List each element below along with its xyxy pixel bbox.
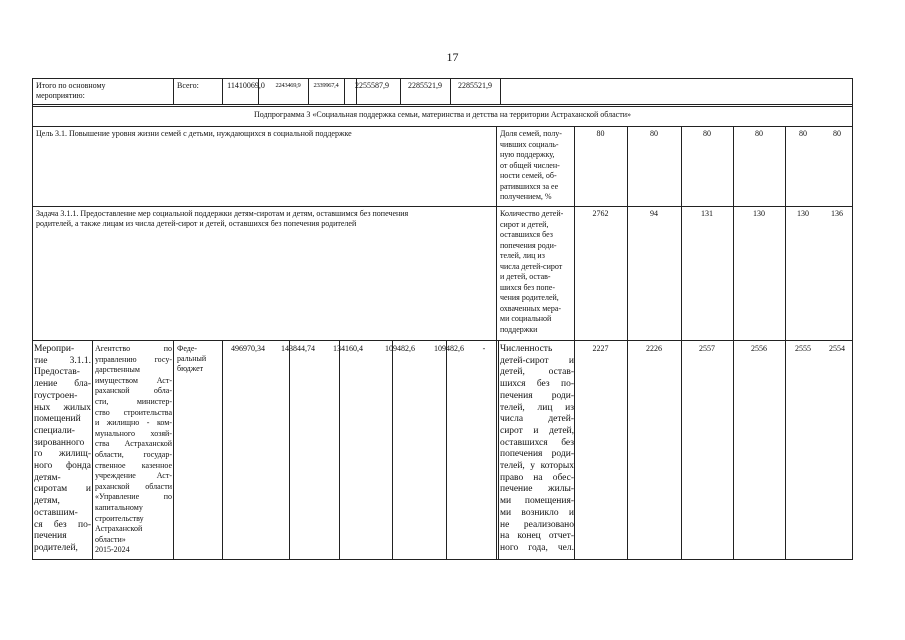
row-rule [32, 106, 853, 107]
goal-indicator: ратившихся за ее [500, 181, 559, 191]
task-text: Задача 3.1.1. Предоставление мер социальной поддержки детям-сиротам и детям, оставшимся без попечения [36, 209, 409, 218]
measure-indicator: сирот и детей, [500, 425, 574, 436]
task-indicator: телей, лиц из [500, 251, 545, 260]
indicator-column-rule [733, 126, 734, 559]
measure-executor: строительству [95, 513, 144, 523]
goal-indicator: от общей числен- [500, 160, 560, 170]
measure-column-rule [222, 340, 223, 559]
measure-name: ся без по- [34, 519, 91, 530]
task-indicator: охваченных мера- [500, 303, 562, 313]
measure-executor: имуществом Аст- [95, 375, 172, 385]
measure-value: 2556 [751, 344, 767, 353]
task-value: 136 [831, 209, 843, 218]
measure-executor: области» [95, 534, 126, 544]
measure-indicator: телей, лиц из [500, 402, 574, 413]
row-rule [32, 206, 853, 207]
total-value: 11410069,0 [227, 81, 265, 90]
measure-value: 2557 [699, 344, 715, 353]
measure-value: 2227 [592, 344, 609, 353]
row-rule [32, 78, 853, 79]
measure-indicator: ного года, чел. [500, 542, 574, 553]
indicator-column-rule [496, 126, 497, 559]
measure-amount: 134160,4 [333, 344, 363, 353]
measure-column-rule [392, 340, 393, 559]
measure-indicator: ми помещения- [500, 496, 574, 507]
measure-name: ных жилых [34, 402, 91, 413]
measure-executor: капитальному [95, 503, 143, 512]
budget-table [32, 78, 853, 560]
measure-column-rule [498, 340, 499, 559]
table-border-right [852, 78, 853, 560]
measure-name: ление бла- [34, 379, 91, 390]
task-indicator: ми социальной [500, 314, 552, 323]
row-rule [32, 559, 853, 560]
task-indicator: и детей, остав- [500, 272, 551, 281]
measure-indicator: ми возникло и [500, 507, 574, 518]
measure-executor: управлению госу- [95, 354, 172, 364]
measure-indicator: детей-сирот и [500, 355, 574, 366]
total-value: 2255587,9 [355, 81, 389, 90]
measure-amount: 496970,34 [231, 344, 265, 353]
task-indicator: сирот и детей, [500, 219, 549, 229]
measure-executor: 2015-2024 [95, 545, 130, 555]
total-value: 2339967,4 [313, 82, 339, 89]
measure-name: го жилищ- [34, 449, 91, 460]
indicator-column-rule [627, 126, 628, 559]
measure-executor: учреждение Аст- [95, 471, 172, 481]
row-rule [32, 104, 853, 105]
measure-column-rule [289, 340, 290, 559]
measure-name: ного фонда [34, 461, 91, 471]
measure-indicator: оставшихся без [500, 437, 574, 448]
task-value: 130 [753, 209, 765, 218]
measure-source: Феде- [177, 344, 198, 353]
total-value: 2285521,9 [458, 81, 492, 90]
goal-value: 80 [650, 129, 658, 138]
total-row-rule [173, 78, 174, 104]
task-indicator: числа детей-сирот [500, 261, 563, 271]
measure-name: Предостав- [34, 367, 80, 378]
goal-indicator: получением, % [500, 192, 552, 201]
total-value: 2243469,9 [275, 82, 301, 89]
task-text: родителей, а также лицам из числа детей-сирот и детей, оставшихся без попечения родителей [36, 219, 357, 228]
measure-executor: и жилищно - ком- [95, 418, 172, 428]
measure-executor: сти, министер- [95, 397, 172, 406]
page-number: 17 [446, 50, 459, 64]
measure-indicator: попечения роди- [500, 449, 574, 460]
table-border-left [32, 78, 33, 560]
measure-indicator: шихся без по- [500, 379, 574, 390]
measure-executor: ства Астраханской [95, 439, 172, 449]
measure-amount: 143844,74 [281, 344, 315, 353]
task-value: 94 [650, 209, 658, 218]
goal-text: Цель 3.1. Повышение уровня жизни семей с детьми, нуждающихся в социальной поддержке [36, 129, 352, 138]
total-value: 2285521,9 [408, 81, 442, 90]
goal-value: 80 [799, 129, 807, 138]
measure-executor: «Управление по [95, 492, 172, 502]
goal-indicator: чивших социаль- [500, 139, 559, 149]
task-indicator: попечения роди- [500, 240, 557, 250]
measure-name: Меропри- [34, 344, 75, 354]
total-label: мероприятию: [36, 91, 85, 100]
measure-name: детям- [34, 472, 61, 483]
measure-indicator: детей, остав- [500, 367, 574, 378]
measure-name: тие 3.1.1. [34, 355, 91, 366]
measure-indicator: право на обес- [500, 472, 574, 483]
measure-amount: 109482,6 [385, 344, 415, 353]
measure-executor: ство строительства [95, 407, 172, 417]
measure-column-rule [173, 340, 174, 559]
goal-indicator: Доля семей, полу- [500, 129, 562, 138]
measure-executor: Агентство по [95, 344, 172, 353]
indicator-column-rule [574, 126, 575, 559]
measure-indicator: печение жилы- [500, 484, 574, 495]
measure-indicator: на конец отчет- [500, 531, 574, 542]
goal-indicator: ную поддержку, [500, 150, 555, 159]
task-indicator: чения родителей, [500, 293, 559, 302]
measure-indicator: числа детей- [500, 414, 574, 425]
task-indicator: поддержки [500, 324, 538, 334]
measure-executor: дарственным [95, 365, 140, 375]
task-value: 2762 [592, 209, 609, 218]
measure-indicator: печения роди- [500, 390, 574, 401]
total-row-rule [222, 78, 223, 104]
goal-indicator: ности семей, об- [500, 171, 557, 180]
measure-executor: области, государ- [95, 450, 172, 459]
measure-value: 2554 [829, 344, 845, 353]
measure-value: 2555 [795, 344, 811, 353]
total-label: Итого по основному [36, 81, 106, 90]
measure-name: сиротам и [34, 484, 91, 495]
measure-name: зированного [34, 437, 85, 448]
goal-value: 80 [833, 129, 841, 138]
total-row-rule [500, 78, 501, 104]
total-source: Всего: [177, 81, 199, 90]
measure-indicator: не реализовано [500, 519, 574, 530]
task-indicator: оставшихся без [500, 230, 553, 239]
measure-name: специали- [34, 425, 75, 436]
measure-executor: ственное казенное [95, 460, 172, 470]
measure-executor: раханской области [95, 481, 172, 491]
measure-name: родителей, [34, 542, 78, 553]
measure-executor: мунального хозяй- [95, 428, 172, 438]
subprogram-title: Подпрограмма 3 «Социальная поддержка семьи, материнства и детства на территории Астраханской области» [254, 110, 631, 119]
measure-source: ральный [177, 354, 207, 363]
task-indicator: Количество детей- [500, 209, 564, 218]
goal-value: 80 [596, 129, 605, 138]
measure-indicator: телей, у которых [500, 461, 574, 471]
goal-value: 80 [755, 129, 763, 138]
measure-amount: - [482, 344, 486, 353]
task-value: 131 [701, 209, 713, 218]
task-indicator: шихся без попе- [500, 282, 555, 292]
measure-indicator: Численность [500, 344, 553, 354]
measure-column-rule [92, 340, 93, 559]
measure-value: 2226 [646, 344, 662, 353]
indicator-column-rule [785, 126, 786, 559]
measure-executor: раханской обла- [95, 386, 172, 396]
measure-name: детям, [34, 496, 60, 507]
measure-name: оставшим- [34, 507, 78, 518]
goal-value: 80 [703, 129, 711, 138]
measure-column-rule [446, 340, 447, 559]
measure-source: бюджет [177, 364, 204, 373]
indicator-column-rule [681, 126, 682, 559]
row-rule [32, 126, 853, 127]
measure-name: печения [34, 531, 67, 542]
task-value: 130 [797, 209, 809, 218]
row-rule [32, 340, 853, 341]
measure-executor: Астраханской [95, 524, 143, 534]
measure-name: гоустроен- [34, 390, 78, 401]
measure-column-rule [339, 340, 340, 559]
measure-amount: 109482,6 [434, 344, 464, 353]
measure-name: помещений [34, 414, 81, 425]
